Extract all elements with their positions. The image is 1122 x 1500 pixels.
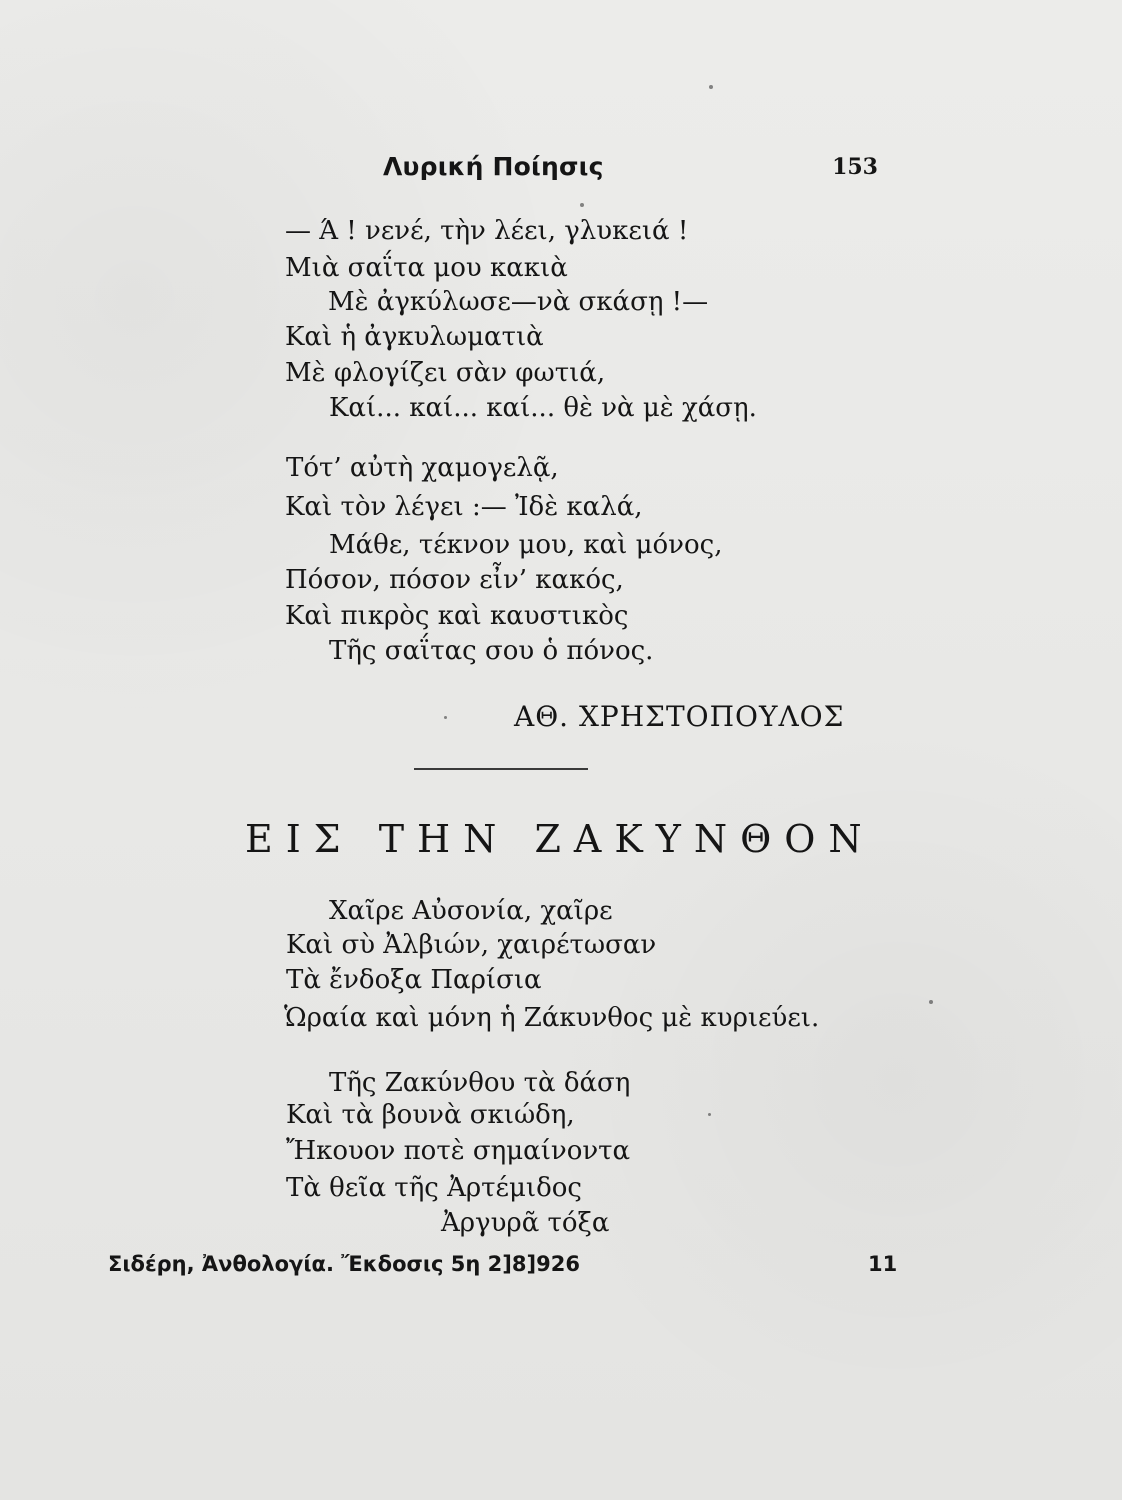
paper-speck bbox=[709, 85, 713, 89]
poem-b-line-4: Πόσον, πόσον εἶν’ κακός, bbox=[285, 565, 624, 595]
paper-speck bbox=[580, 203, 584, 207]
poem-c-line-2: Καὶ σὺ Ἀλβιών, χαιρέτωσαν bbox=[286, 930, 657, 960]
poem-b-line-6: Τῆς σαΐτας σου ὁ πόνος. bbox=[329, 636, 654, 666]
footer-publication-note: Σιδέρη, Ἀνθολογία. Ἔκδοσις 5η 2]8]926 bbox=[108, 1252, 580, 1276]
poem-d-line-2: Καὶ τὰ βουνὰ σκιώδη, bbox=[286, 1100, 575, 1130]
author-signature: ΑΘ. ΧΡΗΣΤΟΠΟΥΛΟΣ bbox=[514, 700, 845, 733]
poem-d-line-3: Ἤκουον ποτὲ σημαίνοντα bbox=[286, 1136, 631, 1166]
poem-a-line-3: Μὲ ἀγκύλωσε—νὰ σκάσῃ !— bbox=[328, 287, 709, 317]
paper-speck bbox=[444, 716, 447, 719]
poem-b-line-3: Μάθε, τέκνον μου, καὶ μόνος, bbox=[329, 530, 723, 560]
poem-c-line-3: Τὰ ἔνδοξα Παρίσια bbox=[286, 965, 542, 995]
running-header-title: Λυρική Ποίησις bbox=[383, 152, 604, 181]
poem-a-line-5: Μὲ φλογίζει σὰν φωτιά, bbox=[285, 358, 606, 388]
poem-c-line-1: Χαῖρε Αὐσονία, χαῖρε bbox=[329, 896, 613, 926]
poem-a-line-2: Μιὰ σαΐτα μου κακιὰ bbox=[285, 253, 568, 283]
poem-c-line-4: Ὡραία καὶ μόνη ἡ Ζάκυνθος μὲ κυριεύει. bbox=[284, 1003, 820, 1033]
page-number: 153 bbox=[832, 154, 878, 180]
poem-a-line-6: Καί... καί... καί... θὲ νὰ μὲ χάσῃ. bbox=[329, 393, 757, 423]
poem-d-line-4: Τὰ θεῖα τῆς Ἀρτέμιδος bbox=[286, 1173, 582, 1203]
paper-speck bbox=[929, 1000, 933, 1004]
poem-d-line-5: Ἀργυρᾶ τόξα bbox=[441, 1208, 610, 1238]
footer-page-mark: 11 bbox=[868, 1252, 898, 1276]
poem-b-line-1: Τότ’ αὐτὴ χαμογελᾷ, bbox=[286, 453, 559, 483]
section-divider bbox=[414, 768, 588, 770]
section-title: ΕΙΣ ΤΗΝ ΖΑΚΥΝΘΟΝ bbox=[245, 817, 875, 861]
poem-a-line-4: Καὶ ἡ ἀγκυλωματιὰ bbox=[285, 322, 544, 352]
poem-b-line-5: Καὶ πικρὸς καὶ καυστικὸς bbox=[285, 601, 629, 631]
poem-b-line-2: Καὶ τὸν λέγει :— Ἰδὲ καλά, bbox=[285, 492, 643, 522]
paper-speck bbox=[708, 1113, 711, 1116]
poem-a-line-1: — Ά ! νενέ, τὴν λέει, γλυκειά ! bbox=[285, 216, 689, 246]
poem-d-line-1: Τῆς Ζακύνθου τὰ δάση bbox=[329, 1068, 631, 1098]
